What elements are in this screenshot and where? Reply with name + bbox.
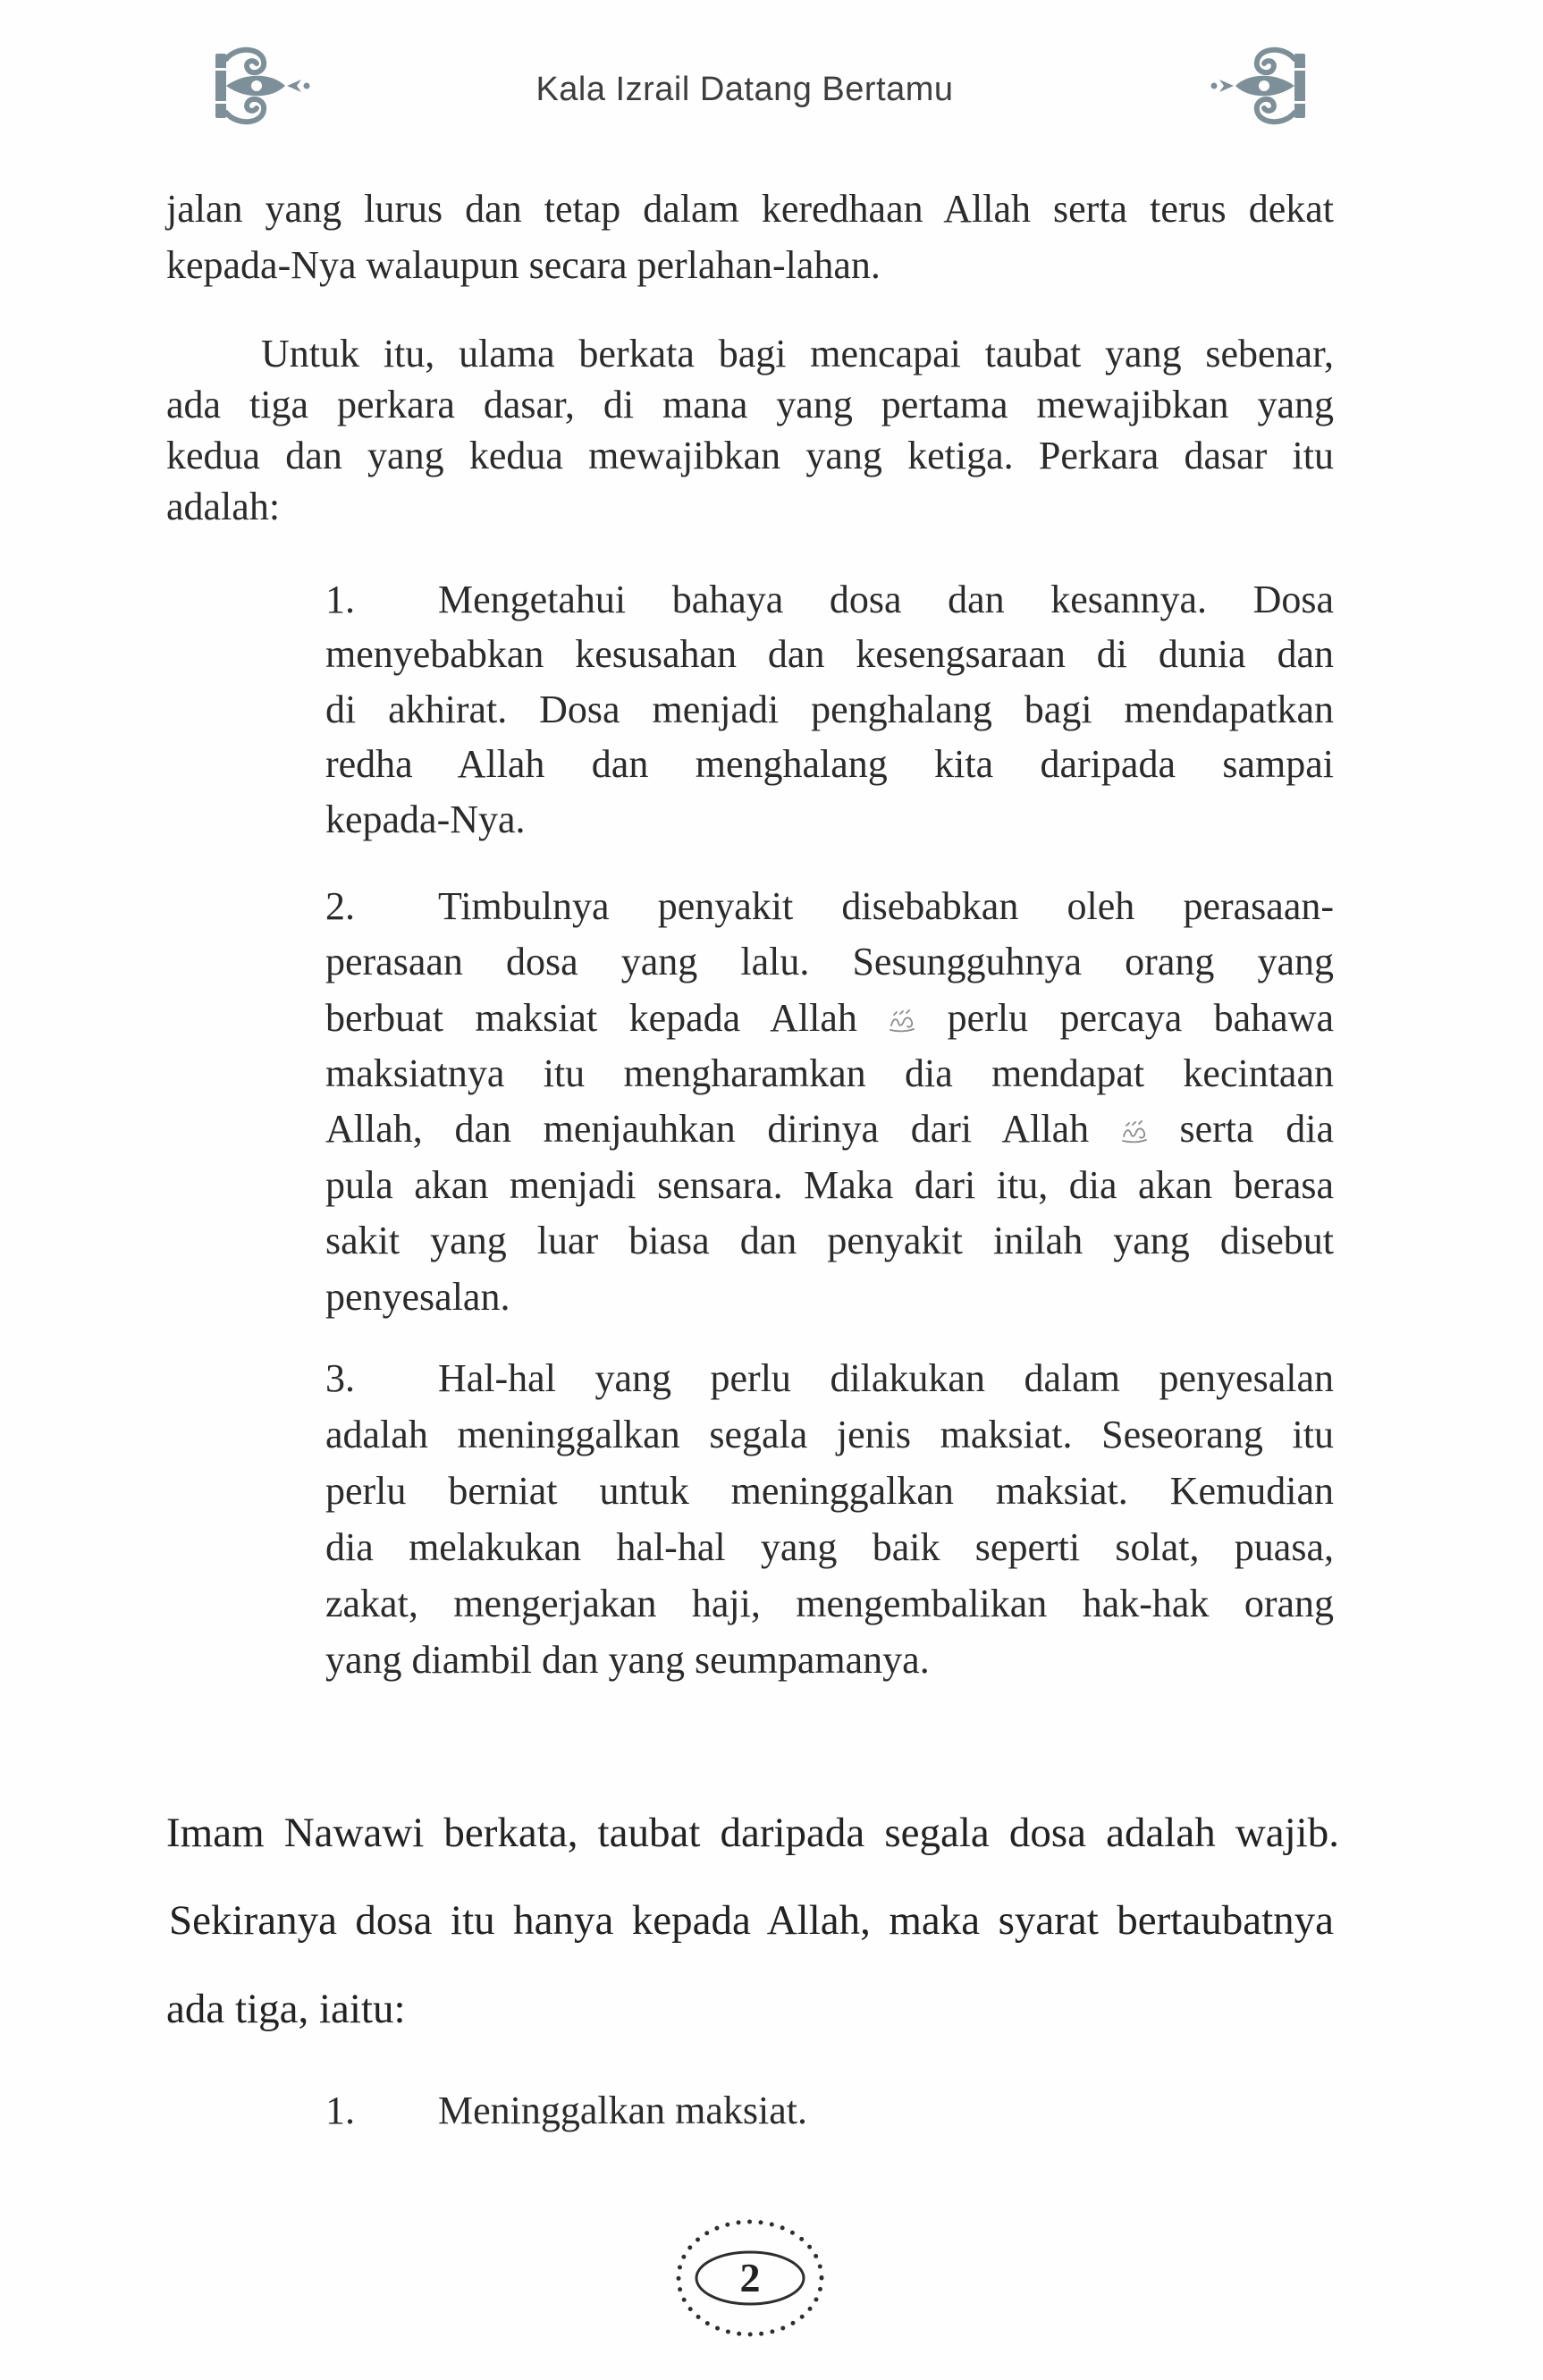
text-line: adalah meninggalkan segala jenis maksiat. Seseorang itu (325, 1413, 1334, 1456)
text-line: Imam Nawawi berkata, taubat daripada segala dosa adalah wajib. (166, 1810, 1339, 1856)
honorific-ligature-icon (889, 1009, 915, 1033)
text-line: perlu berniat untuk meninggalkan maksiat. Kemudian (325, 1469, 1334, 1513)
fleuron-ornament-right-graphic (1209, 45, 1311, 127)
list-item-number: 1. (325, 578, 355, 621)
text-line: perasaan dosa yang lalu. Sesungguhnya orang yang (325, 940, 1334, 983)
text-line: di akhirat. Dosa menjadi penghalang bagi mendapatkan (325, 688, 1334, 731)
text-line: Timbulnya penyakit disebabkan oleh perasaan- (438, 884, 1334, 928)
text-line: pula akan menjadi sensara. Maka dari itu, dia akan berasa (325, 1163, 1334, 1207)
list-item-number: 3. (325, 1356, 355, 1400)
text-line: Untuk itu, ulama berkata bagi mencapai taubat yang sebenar, (261, 332, 1334, 376)
text-line: Hal-hal yang perlu dilakukan dalam penyesalan (438, 1356, 1334, 1400)
text-line: redha Allah dan menghalang kita daripada sampai (325, 742, 1334, 786)
text-segment: perlu percaya bahawa (947, 996, 1334, 1040)
text-line: jalan yang lurus dan tetap dalam keredhaan Allah serta terus dekat (166, 187, 1334, 231)
text-line: menyebabkan kesusahan dan kesengsaraan di dunia dan (325, 632, 1334, 676)
text-line: Mengetahui bahaya dosa dan kesannya. Dosa (438, 578, 1334, 621)
text-line: dia melakukan hal-hal yang baik seperti solat, puasa, (325, 1525, 1334, 1569)
page-number: 2 (739, 2255, 761, 2300)
text-line: Meninggalkan maksiat. (438, 2089, 808, 2132)
text-line: penyesalan. (325, 1275, 510, 1319)
list-item-number: 2. (325, 884, 355, 928)
list-item-number: 1. (325, 2089, 355, 2132)
text-line: Sekiranya dosa itu hanya kepada Allah, maka syarat bertaubatnya (169, 1897, 1334, 1944)
text-line: maksiatnya itu mengharamkan dia mendapat kecintaan (325, 1051, 1334, 1095)
text-line (325, 1101, 1334, 1157)
text-line: ada tiga perkara dasar, di mana yang pertama mewajibkan yang (166, 383, 1334, 426)
fleuron-ornament-icon (210, 45, 312, 127)
fleuron-ornament-left-graphic (210, 45, 312, 127)
text-line: ada tiga, iaitu: (166, 1986, 406, 2032)
text-line (325, 991, 1334, 1046)
text-line: yang diambil dan yang seumpamanya. (325, 1638, 930, 1682)
fleuron-ornament-icon (1209, 45, 1311, 127)
text-line: zakat, mengerjakan haji, mengembalikan hak-hak orang (325, 1582, 1334, 1625)
text-line: adalah: (166, 485, 281, 528)
text-segment: Allah, dan menjauhkan dirinya dari Allah (325, 1107, 1090, 1151)
text-segment: berbuat maksiat kepada Allah (325, 996, 857, 1040)
text-line: kedua dan yang kedua mewajibkan yang ketiga. Perkara dasar itu (166, 434, 1334, 477)
running-header-title: Kala Izrail Datang Bertamu (535, 71, 954, 108)
honorific-ligature-icon (1121, 1120, 1148, 1144)
text-segment: serta dia (1179, 1107, 1334, 1151)
text-line: sakit yang luar biasa dan penyakit inilah yang disebut (325, 1219, 1334, 1262)
text-line: kepada-Nya walaupun secara perlahan-lahan. (166, 243, 881, 287)
text-line: kepada-Nya. (325, 798, 526, 841)
